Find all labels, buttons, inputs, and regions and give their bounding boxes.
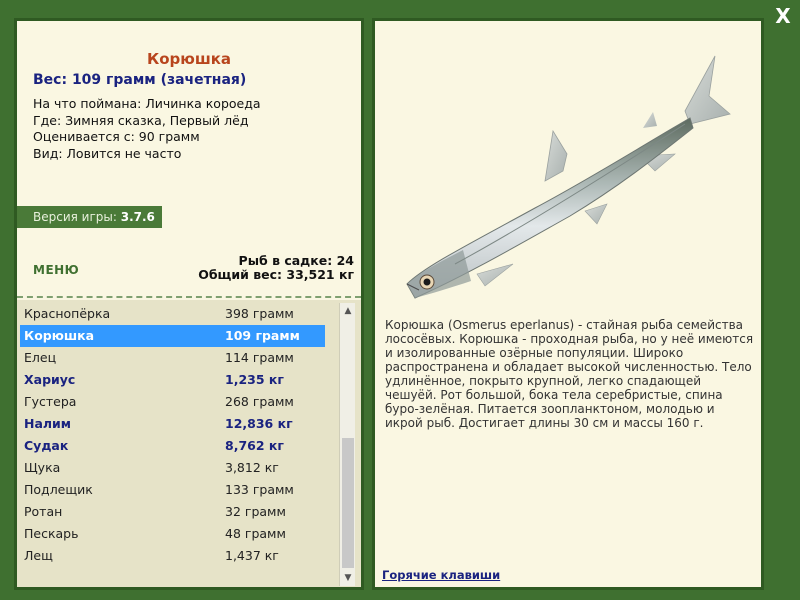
smelt-fish-image — [385, 36, 755, 311]
fish-item-name: Лещ — [24, 548, 53, 563]
catch-summary — [198, 254, 354, 282]
fish-list-item[interactable] — [20, 501, 325, 523]
fish-list-item[interactable] — [20, 545, 325, 567]
fish-list-item[interactable] — [20, 347, 325, 369]
fish-item-name: Хариус — [24, 372, 76, 387]
detail-location: Где: Зимняя сказка, Первый лёд — [33, 112, 249, 128]
fish-item-weight: 114 грамм — [225, 350, 294, 365]
fish-item-name: Пескарь — [24, 526, 79, 541]
hotkeys-link[interactable]: Горячие клавиши — [382, 568, 501, 582]
fish-list — [20, 303, 325, 567]
fish-item-weight: 109 грамм — [225, 328, 300, 343]
fish-item-weight: 398 грамм — [225, 306, 294, 321]
fish-description: Корюшка (Osmerus eperlanus) - стайная рыба семейства лососёвых. Корюшка - проходная рыба, но у неё имеются и изолированные озёрные популяции. Широко распространена и обладает высокой численностью. Тело удлинённое, покрыто крупной, легко спадающей чешуёй. Рот большой, бока тела серебристые, спина буро-зелёная. Питается зоопланктоном, молодью и икрой рыб. Достигает длины 30 см и массы 160 г. — [385, 318, 754, 430]
fish-title: Корюшка — [146, 50, 232, 68]
catch-details — [33, 96, 261, 162]
fish-list-item[interactable] — [20, 391, 325, 413]
fish-item-weight: 3,812 кг — [225, 460, 279, 475]
fish-item-weight: 48 грамм — [225, 526, 286, 541]
version-badge — [17, 206, 162, 228]
total-weight: Общий вес: 33,521 кг — [198, 267, 354, 282]
fish-item-weight: 268 грамм — [225, 394, 294, 409]
menu-button[interactable]: МЕНЮ — [33, 263, 80, 277]
fish-list-item[interactable] — [20, 523, 325, 545]
catch-info — [17, 21, 361, 196]
scrollbar[interactable] — [339, 303, 355, 586]
fish-item-weight: 12,836 кг — [225, 416, 293, 431]
fish-item-name: Корюшка — [24, 328, 95, 343]
detail-frequency: Вид: Ловится не часто — [33, 145, 182, 161]
right-panel — [372, 18, 764, 590]
fish-item-name: Подлещик — [24, 482, 93, 497]
scroll-up-icon[interactable]: ▲ — [344, 306, 352, 316]
fish-list-item[interactable] — [20, 325, 325, 347]
fish-item-name: Краснопёрка — [24, 306, 111, 321]
fish-item-weight: 133 грамм — [225, 482, 294, 497]
detail-min-weight: Оценивается с: 90 грамм — [33, 129, 200, 144]
fish-count: Рыб в садке: 24 — [238, 253, 354, 268]
fish-list-area — [17, 300, 361, 587]
fish-item-weight: 8,762 кг — [225, 438, 284, 453]
scroll-down-icon[interactable]: ▼ — [344, 573, 352, 583]
divider — [17, 296, 361, 298]
fish-list-item[interactable] — [20, 457, 325, 479]
close-button[interactable]: X — [775, 4, 791, 28]
fish-item-name: Судак — [24, 438, 69, 453]
version-label: Версия игры: — [33, 210, 121, 224]
version-value: 3.7.6 — [120, 210, 155, 224]
fish-item-name: Налим — [24, 416, 72, 431]
fish-item-name: Густера — [24, 394, 77, 409]
fish-list-item[interactable] — [20, 413, 325, 435]
fish-item-name: Щука — [24, 460, 61, 475]
fish-item-name: Ротан — [24, 504, 63, 519]
fish-weight: Вес: 109 грамм (зачетная) — [33, 72, 247, 88]
fish-list-item[interactable] — [20, 479, 325, 501]
scroll-thumb[interactable] — [342, 438, 354, 568]
fish-item-weight: 1,437 кг — [225, 548, 279, 563]
fish-list-item[interactable] — [20, 369, 325, 391]
fish-item-weight: 32 грамм — [225, 504, 286, 519]
fish-item-name: Елец — [24, 350, 57, 365]
fish-list-item[interactable] — [20, 303, 325, 325]
left-panel — [14, 18, 364, 590]
fish-list-item[interactable] — [20, 435, 325, 457]
fish-item-weight: 1,235 кг — [225, 372, 284, 387]
detail-bait: На что поймана: Личинка короеда — [33, 96, 261, 111]
